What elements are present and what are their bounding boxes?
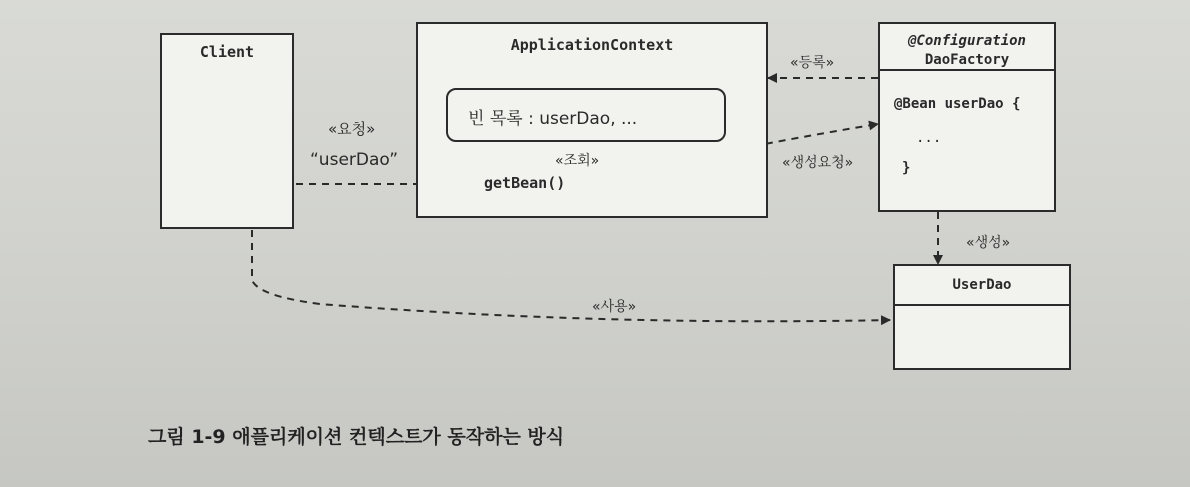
client-title: Client [199,43,255,61]
dao-factory-annotation: @Configuration [907,33,1026,49]
request-label: «요청» [328,120,376,138]
user-dao-box [893,264,1071,370]
get-bean-text: getBean() [484,174,566,192]
client-box [160,33,294,229]
create-request-label: «생성요청» [782,155,854,171]
figure-caption: 그림 1-9 애플리케이션 컨텍스트가 동작하는 방식 [148,426,565,448]
user-dao-divider [895,304,1069,306]
application-context-box [416,22,768,218]
user-dao-title: UserDao [952,277,1012,293]
create-label: «생성» [966,235,1011,251]
lookup-label: «조회» [555,153,600,169]
client-to-userdao-arrow [252,230,890,321]
request-value-label: “userDao” [310,150,398,170]
application-context-title: ApplicationContext [510,36,674,54]
bean-userdao-line: @Bean userDao { [894,96,1021,112]
register-label: «등록» [790,55,835,71]
bean-list-box [446,88,726,142]
use-label: «사용» [592,299,637,315]
dao-factory-title: DaoFactory [924,52,1010,68]
dao-factory-divider [880,69,1054,71]
bean-close-brace: } [902,160,911,176]
dao-factory-box [878,22,1056,212]
bean-body-ellipsis: ... [916,130,942,146]
bean-list-text: 빈 목록 : userDao, ... [468,109,638,129]
